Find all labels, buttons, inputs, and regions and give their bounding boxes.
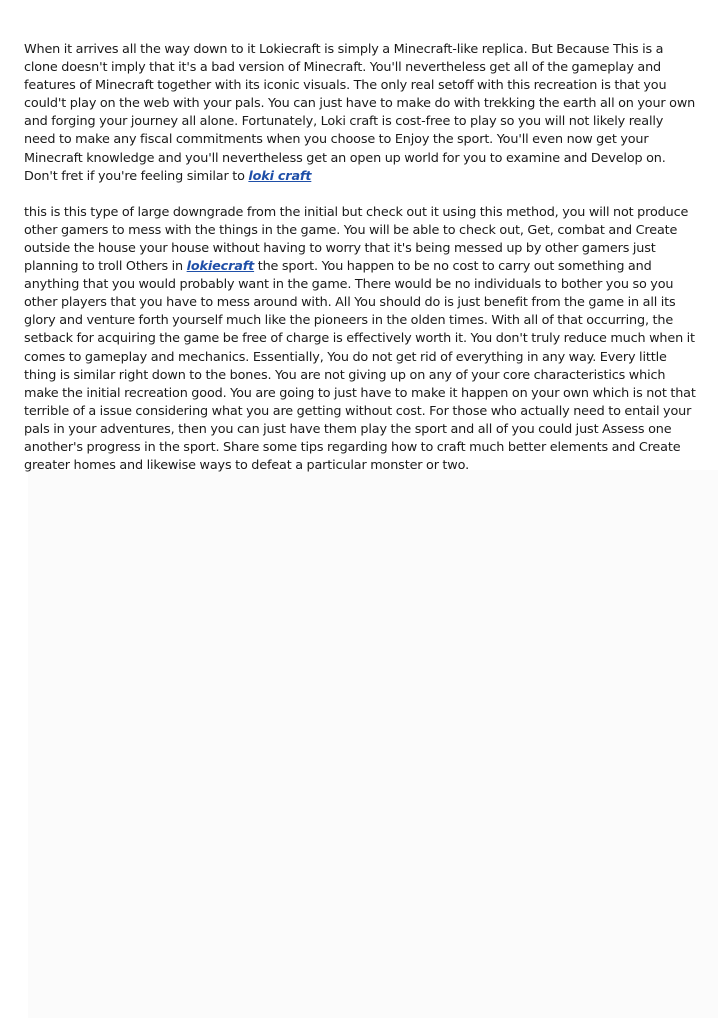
paragraph-2-text-after: the sport. You happen to be no cost to carry out something and anything that you would probably want in the game. There would be no individuals to bother you so you other players that you have to mess around with. All You should do is just benefit from the game in all its glory and venture forth yourself much like the pioneers in the olden times. With all of that occurring, the setback for acquiring the game be free of charge is effectively worth it. You don't truly reduce much when it comes to gameplay and mechanics. Essentially, You do not get rid of everything in any way. Every little thing is similar right down to the bones. You are not giving up on any of your core characteristics which make the initial recreation good. You are going to just have to make it happen on your own which is not that terrible of a issue considering what you are getting without cost. For those who actually need to entail your pals in your adventures, then you can just have them play the sport and all of you could just Assess one another's progress in the sport. Share some tips regarding how to craft much better elements and Create greater homes and likewise ways to defeat a particular monster or two. [24, 259, 696, 474]
paragraph-1-text-before: When it arrives all the way down to it Lokiecraft is simply a Minecraft-like replica. But Because This is a clone doesn't imply that it's a bad version of Minecraft. You'll nevertheless get all of the gameplay and features of Minecraft together with its iconic visuals. The only real setoff with this recreation is that you could't play on the web with your pals. You can just have to make do with trekking the earth all on your own and forging your journey all alone. Fortunately, Loki craft is cost-free to play so you will not likely really need to make any fiscal commitments when you choose to Enjoy the sport. You'll even now get your Minecraft knowledge and you'll nevertheless get an open up world for you to examine and Develop on. Don't fret if you're feeling similar to [24, 42, 696, 184]
paragraph-2 [24, 204, 698, 475]
loki-craft-link[interactable]: loki craft [248, 168, 312, 184]
paragraph-1 [24, 41, 698, 186]
paragraph-2-text-before: this is this type of large downgrade from the initial but check out it using this method, you will not produce other gamers to mess with the things in the game. You will be able to check out, Get, combat and Create outside the house your house without having to worry that it's being messed up by other gamers just planning to troll Others in [24, 204, 689, 275]
page-shade [28, 470, 718, 1018]
lokiecraft-link[interactable]: lokiecraft [186, 259, 255, 275]
